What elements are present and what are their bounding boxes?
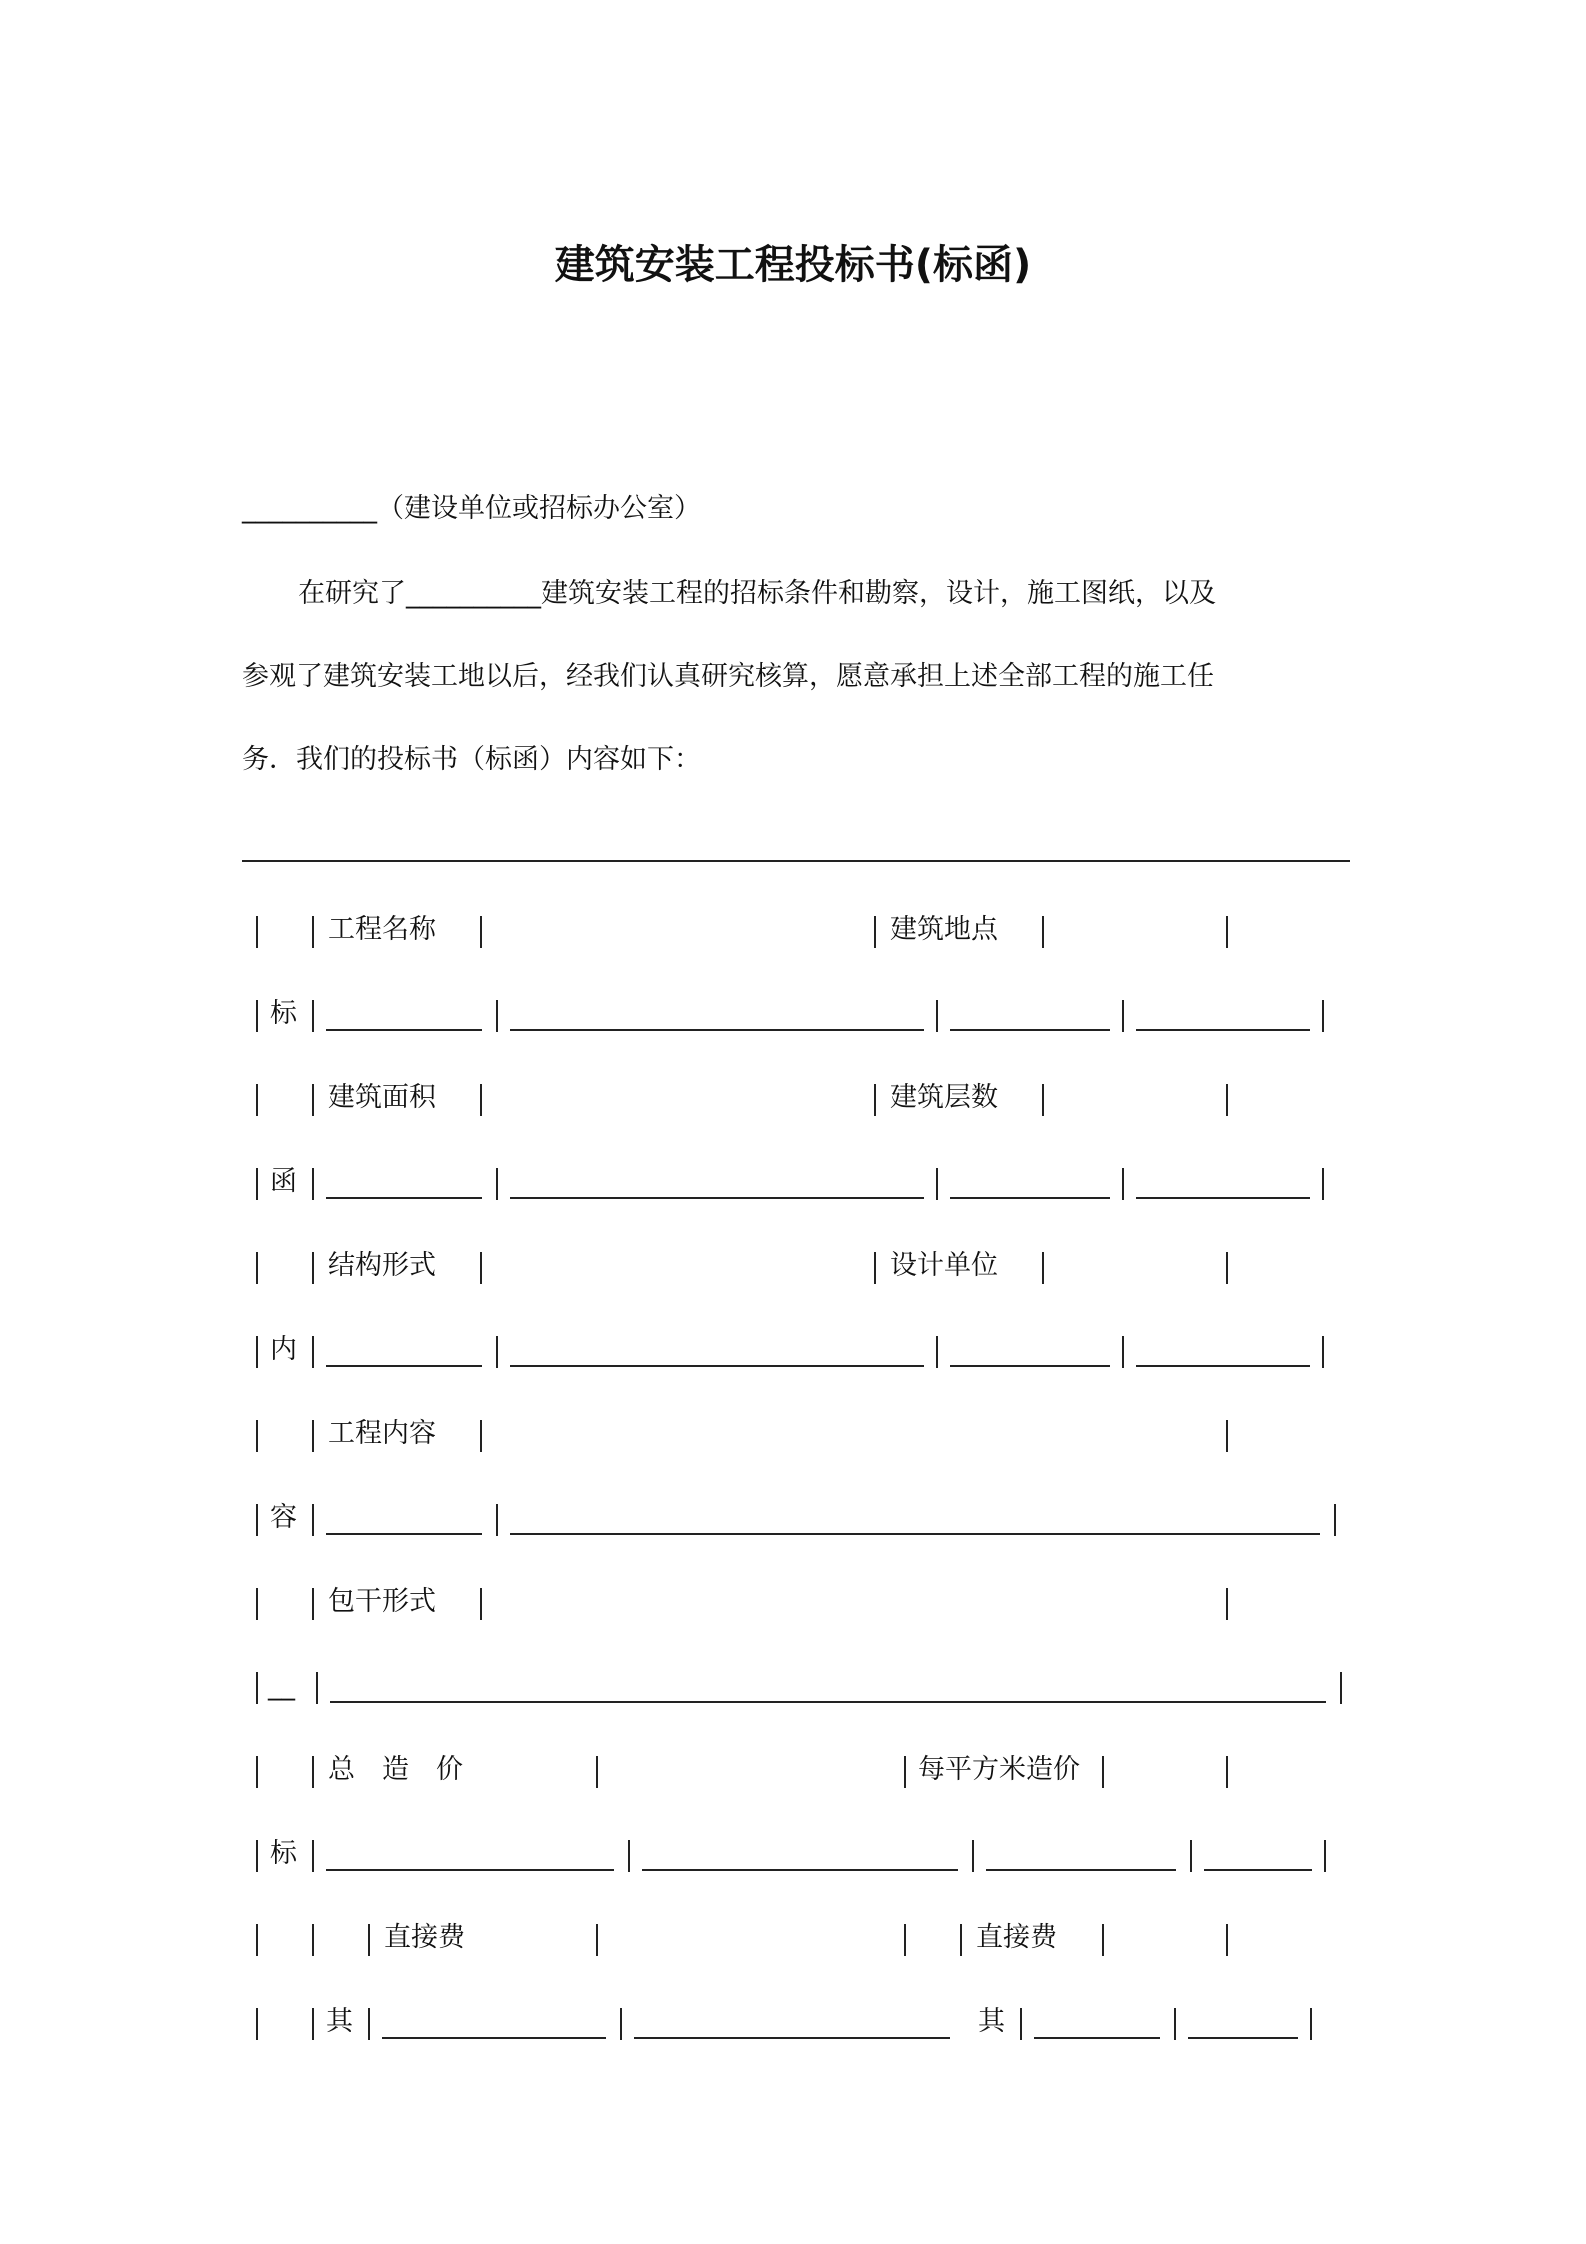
body-paragraph-line-2: 参观了建筑安装工地以后，经我们认真研究核算，愿意承担上述全部工程的施工任 — [242, 661, 1214, 692]
table-border — [1226, 1252, 1228, 1284]
blank-field[interactable] — [1136, 1029, 1310, 1031]
table-border — [312, 916, 314, 948]
table-border — [1102, 1756, 1104, 1788]
table-border — [480, 1588, 482, 1620]
blank-field[interactable] — [330, 1701, 1326, 1703]
table-border — [312, 1252, 314, 1284]
blank-field[interactable] — [1188, 2037, 1298, 2039]
section-divider — [242, 860, 1350, 862]
label-build-area: 建筑面积 — [328, 1082, 436, 1113]
table-border — [1122, 1168, 1124, 1200]
table-border — [1042, 1084, 1044, 1116]
form-row-structure — [0, 1246, 1586, 1296]
table-border — [1334, 1504, 1336, 1536]
table-border — [596, 1924, 598, 1956]
blank-field[interactable] — [326, 1365, 482, 1367]
table-border — [256, 1672, 258, 1704]
table-border — [256, 1084, 258, 1116]
side-char: __ — [268, 1670, 295, 1701]
form-row-fill-2 — [0, 1162, 1586, 1212]
blank-field[interactable] — [326, 1197, 482, 1199]
blank-field[interactable] — [326, 1533, 482, 1535]
blank-field[interactable] — [510, 1365, 924, 1367]
label-structure-form: 结构形式 — [328, 1250, 436, 1281]
form-row-fill-4 — [0, 1498, 1586, 1548]
table-border — [368, 1924, 370, 1956]
table-border — [256, 1420, 258, 1452]
table-border — [596, 1756, 598, 1788]
table-border — [256, 2008, 258, 2040]
table-border — [1324, 1840, 1326, 1872]
table-border — [1226, 916, 1228, 948]
table-border — [1122, 1000, 1124, 1032]
label-cost-per-sqm: 每平方米造价 — [918, 1754, 1080, 1785]
table-border — [496, 1000, 498, 1032]
label-contract-form: 包干形式 — [328, 1586, 436, 1617]
form-row-direct-cost — [0, 1918, 1586, 1968]
blank-field[interactable] — [1204, 1869, 1312, 1871]
table-border — [1322, 1000, 1324, 1032]
label-build-site: 建筑地点 — [890, 914, 998, 945]
label-of-which-2: 其 — [978, 2006, 1005, 2037]
form-row-fill-6 — [0, 1834, 1586, 1884]
table-border — [972, 1840, 974, 1872]
table-border — [312, 1588, 314, 1620]
table-border — [1322, 1168, 1324, 1200]
table-border — [312, 1840, 314, 1872]
table-border — [1310, 2008, 1312, 2040]
blank-field[interactable] — [1136, 1365, 1310, 1367]
table-border — [1174, 2008, 1176, 2040]
side-char: 标 — [270, 998, 297, 1029]
table-border — [312, 1336, 314, 1368]
label-total-cost: 总 造 价 — [328, 1754, 463, 1785]
table-border — [1190, 1840, 1192, 1872]
body-paragraph-line-3: 务．我们的投标书（标函）内容如下： — [242, 744, 701, 775]
form-row-total-cost — [0, 1750, 1586, 1800]
table-border — [496, 1504, 498, 1536]
blank-field[interactable] — [642, 1869, 958, 1871]
form-row-project-name — [0, 910, 1586, 960]
table-border — [480, 916, 482, 948]
form-row-fill-5 — [0, 1666, 1586, 1716]
blank-field[interactable] — [326, 1869, 614, 1871]
side-char: 函 — [270, 1166, 297, 1197]
form-row-contract-form — [0, 1582, 1586, 1632]
table-border — [496, 1336, 498, 1368]
table-border — [312, 1504, 314, 1536]
table-border — [256, 1336, 258, 1368]
table-border — [1226, 1588, 1228, 1620]
blank-field[interactable] — [326, 1029, 482, 1031]
label-project-name: 工程名称 — [328, 914, 436, 945]
blank-field[interactable] — [382, 2037, 606, 2039]
table-border — [1322, 1336, 1324, 1368]
table-border — [874, 916, 876, 948]
table-border — [256, 1504, 258, 1536]
table-border — [1042, 1252, 1044, 1284]
body-paragraph-line-1: 在研究了__________建筑安装工程的招标条件和勘察，设计，施工图纸，以及 — [298, 578, 1216, 609]
table-border — [904, 1756, 906, 1788]
table-border — [904, 1924, 906, 1956]
label-direct-cost-2: 直接费 — [976, 1922, 1057, 1953]
blank-field[interactable] — [950, 1365, 1110, 1367]
form-row-project-content — [0, 1414, 1586, 1464]
side-char: 内 — [270, 1334, 297, 1365]
side-char: 标 — [270, 1838, 297, 1869]
table-border — [1042, 916, 1044, 948]
table-border — [628, 1840, 630, 1872]
table-border — [960, 1924, 962, 1956]
table-border — [256, 1168, 258, 1200]
blank-field[interactable] — [634, 2037, 950, 2039]
blank-field[interactable] — [950, 1197, 1110, 1199]
label-project-content: 工程内容 — [328, 1418, 436, 1449]
blank-field[interactable] — [950, 1029, 1110, 1031]
blank-field[interactable] — [510, 1197, 924, 1199]
table-border — [256, 1000, 258, 1032]
label-direct-cost: 直接费 — [384, 1922, 465, 1953]
table-border — [874, 1252, 876, 1284]
table-border — [1226, 1084, 1228, 1116]
label-design-unit: 设计单位 — [890, 1250, 998, 1281]
blank-field[interactable] — [1136, 1197, 1310, 1199]
table-border — [936, 1336, 938, 1368]
table-border — [496, 1168, 498, 1200]
blank-field[interactable] — [986, 1869, 1176, 1871]
table-border — [936, 1000, 938, 1032]
table-border — [256, 1756, 258, 1788]
table-border — [1020, 2008, 1022, 2040]
table-border — [312, 2008, 314, 2040]
table-border — [312, 1168, 314, 1200]
addressee-line: __________（建设单位或招标办公室） — [242, 493, 701, 524]
table-border — [1122, 1336, 1124, 1368]
table-border — [1102, 1924, 1104, 1956]
table-border — [1226, 1420, 1228, 1452]
table-border — [1340, 1672, 1342, 1704]
table-border — [480, 1084, 482, 1116]
table-border — [256, 1252, 258, 1284]
table-border — [312, 1756, 314, 1788]
form-row-fill-3 — [0, 1330, 1586, 1380]
form-row-fill-1 — [0, 994, 1586, 1044]
table-border — [256, 1924, 258, 1956]
form-row-build-area — [0, 1078, 1586, 1128]
table-border — [620, 2008, 622, 2040]
form-row-fill-7 — [0, 2002, 1586, 2052]
table-border — [312, 1924, 314, 1956]
table-border — [312, 1084, 314, 1116]
table-border — [256, 1840, 258, 1872]
blank-field[interactable] — [510, 1533, 1320, 1535]
table-border — [1226, 1924, 1228, 1956]
blank-field[interactable] — [1034, 2037, 1160, 2039]
table-border — [368, 2008, 370, 2040]
table-border — [874, 1084, 876, 1116]
table-border — [312, 1000, 314, 1032]
table-border — [480, 1420, 482, 1452]
table-border — [312, 1420, 314, 1452]
table-border — [256, 1588, 258, 1620]
label-build-floors: 建筑层数 — [890, 1082, 998, 1113]
table-border — [256, 916, 258, 948]
table-border — [480, 1252, 482, 1284]
side-char: 容 — [270, 1502, 297, 1533]
label-of-which: 其 — [326, 2006, 353, 2037]
table-border — [936, 1168, 938, 1200]
table-border — [1226, 1756, 1228, 1788]
page-title: 建筑安装工程投标书(标函) — [554, 242, 1032, 288]
table-border — [316, 1672, 318, 1704]
blank-field[interactable] — [510, 1029, 924, 1031]
